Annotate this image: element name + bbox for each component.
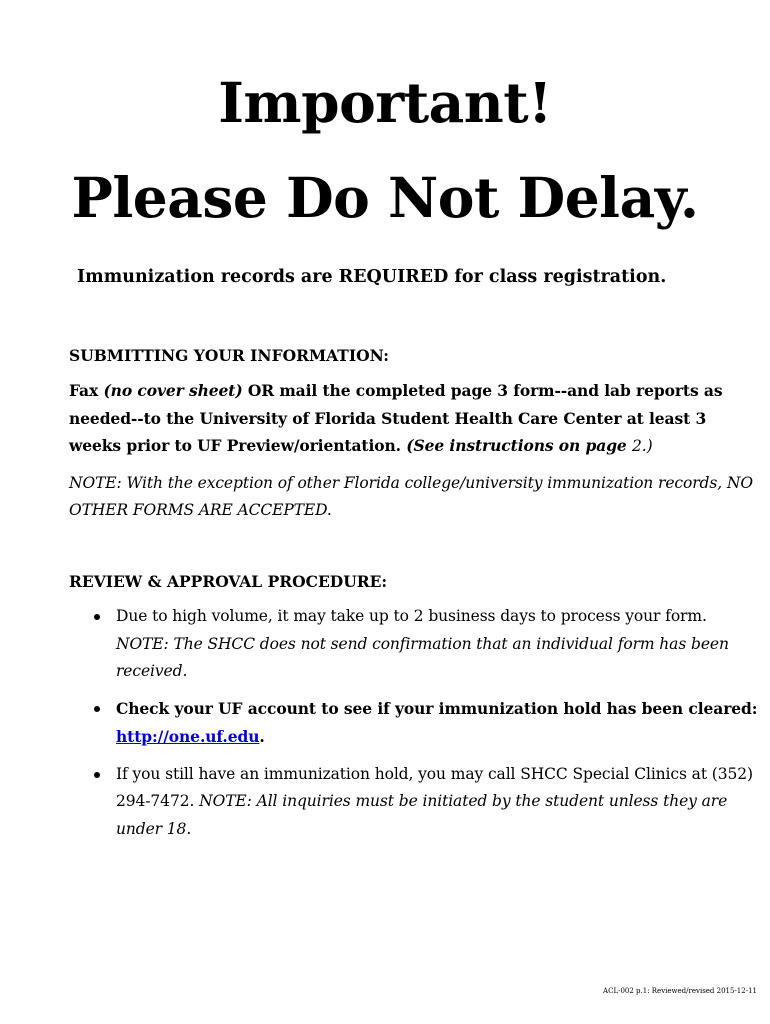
title-please-do-not-delay: Please Do Not Delay. — [71, 165, 699, 230]
bullet-dot-icon — [94, 772, 100, 778]
footer-revision: ACL-002 p.1: Reviewed/revised 2015-12-11 — [603, 987, 757, 995]
review-bullet-check-account — [69, 695, 759, 752]
review-bullet-call-shcc — [69, 761, 759, 844]
review-heading: REVIEW & APPROVAL PROCEDURE: — [69, 572, 388, 591]
fax-label: Fax — [69, 381, 104, 400]
submitting-body-text: OR mail the completed page 3 form--and lab reports as needed--to the University of Florida Student Health Care Center at least 3 weeks prior to UF Preview/orientation. — [69, 381, 723, 455]
bullet-call-shcc-text: If you still have an immunization hold, you may call SHCC Special Clinics at (352) 294-7472. — [116, 764, 753, 810]
see-instructions: (See instructions on page — [406, 436, 632, 455]
title-important: Important! — [218, 70, 552, 135]
bullet-dot-icon — [94, 614, 100, 620]
review-bullet-list — [69, 603, 759, 852]
submitting-instructions — [69, 377, 759, 461]
instructions-page-number: 2.) — [632, 437, 653, 455]
no-cover-sheet: (no cover sheet) — [103, 381, 243, 400]
bullet-dot-icon — [94, 706, 100, 712]
uf-account-link[interactable]: http://one.uf.edu — [116, 727, 260, 746]
review-bullet-processing — [69, 603, 759, 686]
submitting-note: NOTE: With the exception of other Florida college/university immunization records, NO OTHER FORMS ARE ACCEPTED. — [69, 474, 753, 519]
bullet-processing-note: NOTE: The SHCC does not send confirmation that an individual form has been received. — [116, 634, 729, 680]
bullet-call-shcc-note: NOTE: All inquiries must be initiated by the student unless they are under 18. — [116, 792, 728, 838]
subtitle-requirement: Immunization records are REQUIRED for class registration. — [77, 267, 667, 287]
bullet-processing-text: Due to high volume, it may take up to 2 business days to process your form. — [116, 607, 707, 625]
bullet-check-account-period: . — [259, 727, 265, 746]
submitting-heading: SUBMITTING YOUR INFORMATION: — [69, 346, 389, 365]
bullet-check-account-text: Check your UF account to see if your immunization hold has been cleared: — [116, 698, 758, 718]
